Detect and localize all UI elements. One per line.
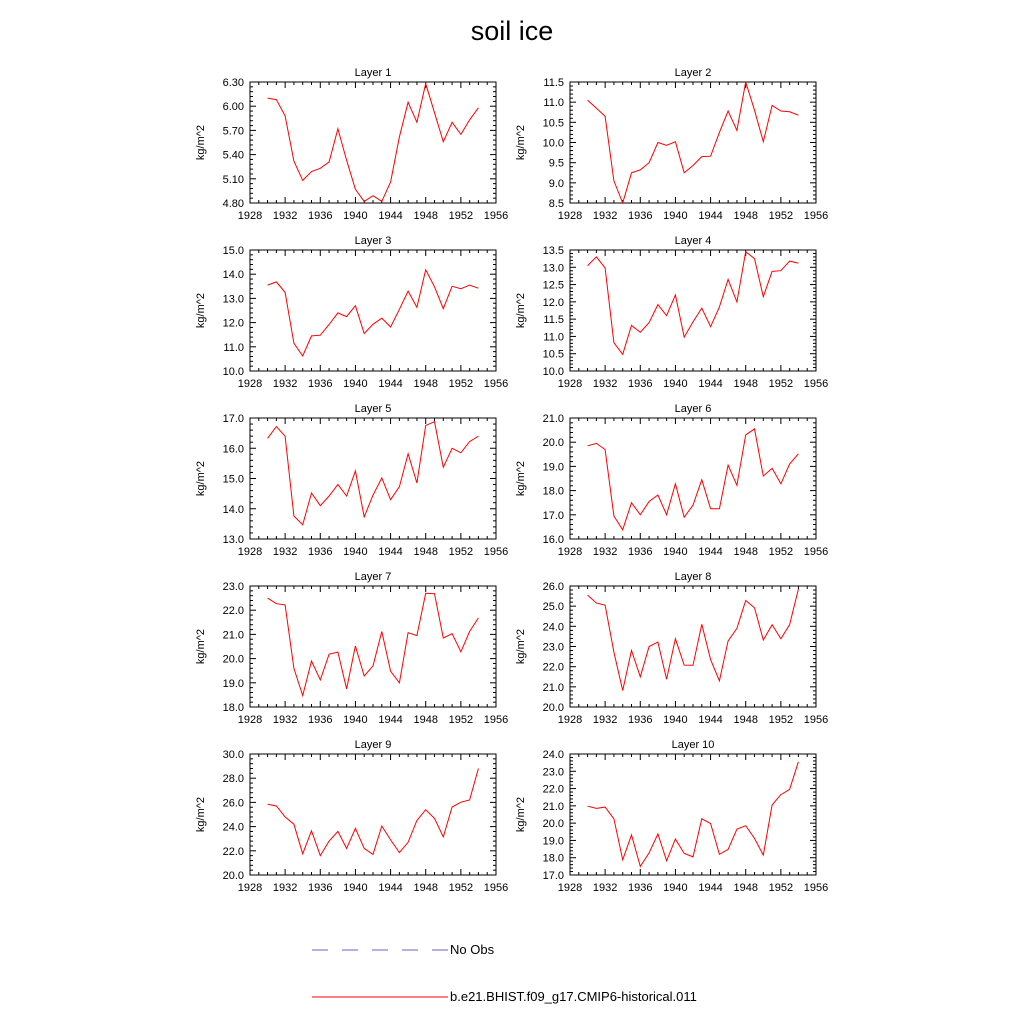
y-tick-label: 11.5 [543,77,564,89]
y-tick-label: 20.0 [542,702,564,714]
y-tick-label: 10.5 [542,117,564,130]
y-tick-label: 25.0 [542,601,564,614]
y-tick-label: 19.0 [222,677,244,690]
y-tick-label: 30.0 [222,749,244,761]
x-tick-label: 1944 [378,882,403,894]
y-axis-label: kg/m^2 [515,628,527,665]
y-axis-label: kg/m^2 [195,292,207,329]
x-tick-label: 1952 [448,714,474,726]
x-tick-label: 1928 [237,714,263,726]
x-tick-label: 1948 [733,546,758,558]
y-tick-label: 23.0 [542,766,564,779]
panel-title: Layer 3 [354,235,392,247]
chart-panel-7 [195,571,508,726]
x-tick-label: 1952 [448,546,474,558]
x-tick-label: 1952 [448,882,474,894]
y-tick-label: 26.0 [222,797,244,810]
y-tick-label: 19.0 [542,461,564,474]
panel-title: Layer 7 [354,571,392,583]
plot-frame [250,754,496,875]
x-tick-label: 1952 [448,378,474,390]
plot-frame [570,586,816,707]
x-tick-label: 1928 [557,210,583,222]
series-line [268,769,479,856]
x-tick-label: 1944 [698,714,723,726]
x-tick-label: 1952 [768,882,794,894]
x-tick-label: 1948 [413,378,438,390]
x-tick-label: 1944 [698,882,723,894]
x-tick-label: 1948 [413,210,438,222]
x-tick-label: 1936 [308,378,333,390]
x-tick-label: 1940 [343,882,368,894]
y-tick-label: 9.0 [548,177,564,190]
plot-frame [250,82,496,203]
y-tick-label: 13.0 [222,534,244,546]
y-axis-label: kg/m^2 [515,460,527,497]
plot-frame [250,250,496,371]
plot-frame [250,418,496,539]
x-tick-label: 1936 [308,882,333,894]
x-tick-label: 1956 [803,210,829,222]
y-tick-label: 10.0 [222,366,244,378]
x-tick-label: 1944 [698,210,723,222]
chart-panel-1 [195,67,508,222]
y-tick-label: 13.5 [542,245,564,257]
x-tick-label: 1956 [803,378,829,390]
y-tick-label: 19.0 [542,835,564,848]
y-tick-label: 11.0 [543,97,564,110]
x-tick-label: 1932 [592,210,618,222]
y-tick-label: 23.0 [222,581,244,593]
series-line [588,82,799,203]
x-tick-label: 1956 [803,882,829,894]
x-tick-label: 1952 [768,210,794,222]
panel-title: Layer 5 [354,403,392,415]
x-tick-label: 1940 [343,546,368,558]
x-tick-label: 1928 [557,378,583,390]
series-line [588,589,799,691]
y-tick-label: 24.0 [542,621,564,634]
legend-label: b.e21.BHIST.f09_g17.CMIP6-historical.011 [450,989,697,1004]
x-tick-label: 1952 [768,378,794,390]
x-tick-label: 1956 [483,714,509,726]
chart-panel-4 [515,235,828,390]
y-tick-label: 10.5 [542,348,564,361]
y-tick-label: 15.0 [222,245,244,257]
y-tick-label: 6.30 [222,77,244,89]
x-tick-label: 1932 [592,378,618,390]
y-tick-label: 21.0 [542,681,564,694]
y-tick-label: 11.5 [543,314,564,327]
y-tick-label: 20.0 [222,653,244,666]
y-tick-label: 22.0 [542,783,564,796]
chart-panel-3 [195,235,508,390]
x-tick-label: 1936 [628,378,653,390]
x-tick-label: 1956 [483,882,509,894]
series-line [268,270,479,356]
y-axis-label: kg/m^2 [195,460,207,497]
chart-panel-2 [515,67,828,222]
y-tick-label: 9.5 [548,157,564,170]
chart-panel-8 [515,571,828,726]
chart-panel-10 [515,739,828,894]
y-tick-label: 11.0 [223,341,244,354]
y-tick-label: 10.0 [542,137,564,150]
y-tick-label: 20.0 [542,437,564,450]
x-tick-label: 1932 [272,882,298,894]
y-tick-label: 10.0 [542,366,564,378]
x-tick-label: 1932 [592,882,618,894]
y-axis-label: kg/m^2 [195,124,207,161]
x-tick-label: 1928 [237,882,263,894]
x-tick-label: 1952 [768,714,794,726]
series-line [268,593,479,695]
y-tick-label: 4.80 [222,198,244,210]
y-tick-label: 24.0 [542,749,564,761]
y-tick-label: 23.0 [542,641,564,654]
y-tick-label: 21.0 [542,800,564,813]
y-tick-label: 14.0 [222,503,244,516]
plot-frame [570,250,816,371]
y-tick-label: 16.0 [542,534,564,546]
y-tick-label: 18.0 [542,852,564,865]
legend-label: No Obs [450,942,495,957]
panel-title: Layer 4 [674,235,712,247]
chart-panel-9 [195,739,508,894]
y-tick-label: 28.0 [222,773,244,786]
figure-title: soil ice [470,16,554,46]
x-tick-label: 1928 [557,714,583,726]
y-tick-label: 12.5 [542,279,564,292]
y-tick-label: 17.0 [542,509,564,522]
x-tick-label: 1944 [378,378,403,390]
series-line [588,429,799,530]
x-tick-label: 1936 [628,714,653,726]
x-tick-label: 1932 [272,714,298,726]
y-tick-label: 5.10 [222,173,244,186]
panel-title: Layer 8 [674,571,712,583]
x-tick-label: 1936 [628,210,653,222]
x-tick-label: 1932 [272,378,298,390]
y-tick-label: 13.0 [222,293,244,306]
y-tick-label: 5.70 [222,125,244,138]
y-tick-label: 26.0 [542,581,564,593]
y-tick-label: 18.0 [542,485,564,498]
y-tick-label: 13.0 [542,262,564,275]
x-tick-label: 1932 [272,210,298,222]
y-tick-label: 24.0 [222,821,244,834]
x-tick-label: 1928 [237,378,263,390]
panel-title: Layer 10 [671,739,715,751]
x-tick-label: 1948 [413,546,438,558]
x-tick-label: 1940 [663,714,688,726]
y-axis-label: kg/m^2 [515,292,527,329]
plot-frame [250,586,496,707]
series-line [588,252,799,355]
x-tick-label: 1952 [768,546,794,558]
y-tick-label: 21.0 [222,629,244,642]
y-tick-label: 17.0 [222,413,244,425]
plot-frame [570,418,816,539]
x-tick-label: 1944 [698,546,723,558]
y-tick-label: 12.0 [542,296,564,309]
x-tick-label: 1940 [663,546,688,558]
y-axis-label: kg/m^2 [195,628,207,665]
panel-title: Layer 2 [674,67,712,79]
x-tick-label: 1956 [483,210,509,222]
x-tick-label: 1936 [308,210,333,222]
y-tick-label: 12.0 [222,317,244,330]
x-tick-label: 1940 [343,378,368,390]
x-tick-label: 1928 [237,546,263,558]
x-tick-label: 1940 [663,210,688,222]
y-tick-label: 20.0 [542,818,564,831]
x-tick-label: 1940 [343,210,368,222]
x-tick-label: 1944 [378,210,403,222]
x-tick-label: 1936 [308,714,333,726]
x-tick-label: 1948 [413,714,438,726]
x-tick-label: 1928 [237,210,263,222]
x-tick-label: 1944 [378,546,403,558]
y-tick-label: 22.0 [542,661,564,674]
x-tick-label: 1932 [272,546,298,558]
x-tick-label: 1928 [557,546,583,558]
y-tick-label: 22.0 [222,845,244,858]
x-tick-label: 1940 [663,882,688,894]
plot-frame [570,82,816,203]
x-tick-label: 1956 [803,546,829,558]
series-line [268,422,479,525]
x-tick-label: 1956 [803,714,829,726]
x-tick-label: 1956 [483,546,509,558]
x-tick-label: 1936 [628,546,653,558]
x-tick-label: 1940 [343,714,368,726]
y-tick-label: 15.0 [222,473,244,486]
panel-title: Layer 1 [354,67,392,79]
x-tick-label: 1948 [413,882,438,894]
series-line [268,84,479,202]
x-tick-label: 1948 [733,378,758,390]
y-tick-label: 18.0 [222,702,244,714]
chart-panel-5 [195,403,508,558]
y-tick-label: 17.0 [542,870,564,882]
y-tick-label: 8.5 [548,198,564,210]
x-tick-label: 1944 [378,714,403,726]
y-axis-label: kg/m^2 [515,124,527,161]
y-tick-label: 21.0 [542,413,564,425]
y-tick-label: 22.0 [222,605,244,618]
x-tick-label: 1948 [733,210,758,222]
y-tick-label: 5.40 [222,149,244,162]
y-tick-label: 14.0 [222,269,244,282]
x-tick-label: 1948 [733,714,758,726]
y-tick-label: 16.0 [222,443,244,456]
panel-title: Layer 6 [674,403,712,415]
panel-title: Layer 9 [354,739,392,751]
x-tick-label: 1948 [733,882,758,894]
y-axis-label: kg/m^2 [515,796,527,833]
x-tick-label: 1956 [483,378,509,390]
y-tick-label: 6.00 [222,101,244,114]
x-tick-label: 1932 [592,546,618,558]
series-line [588,762,799,867]
y-tick-label: 11.0 [543,331,564,344]
x-tick-label: 1928 [557,882,583,894]
x-tick-label: 1936 [628,882,653,894]
x-tick-label: 1932 [592,714,618,726]
chart-panel-6 [515,403,828,558]
y-tick-label: 20.0 [222,870,244,882]
x-tick-label: 1944 [698,378,723,390]
x-tick-label: 1952 [448,210,474,222]
x-tick-label: 1940 [663,378,688,390]
y-axis-label: kg/m^2 [195,796,207,833]
x-tick-label: 1936 [308,546,333,558]
